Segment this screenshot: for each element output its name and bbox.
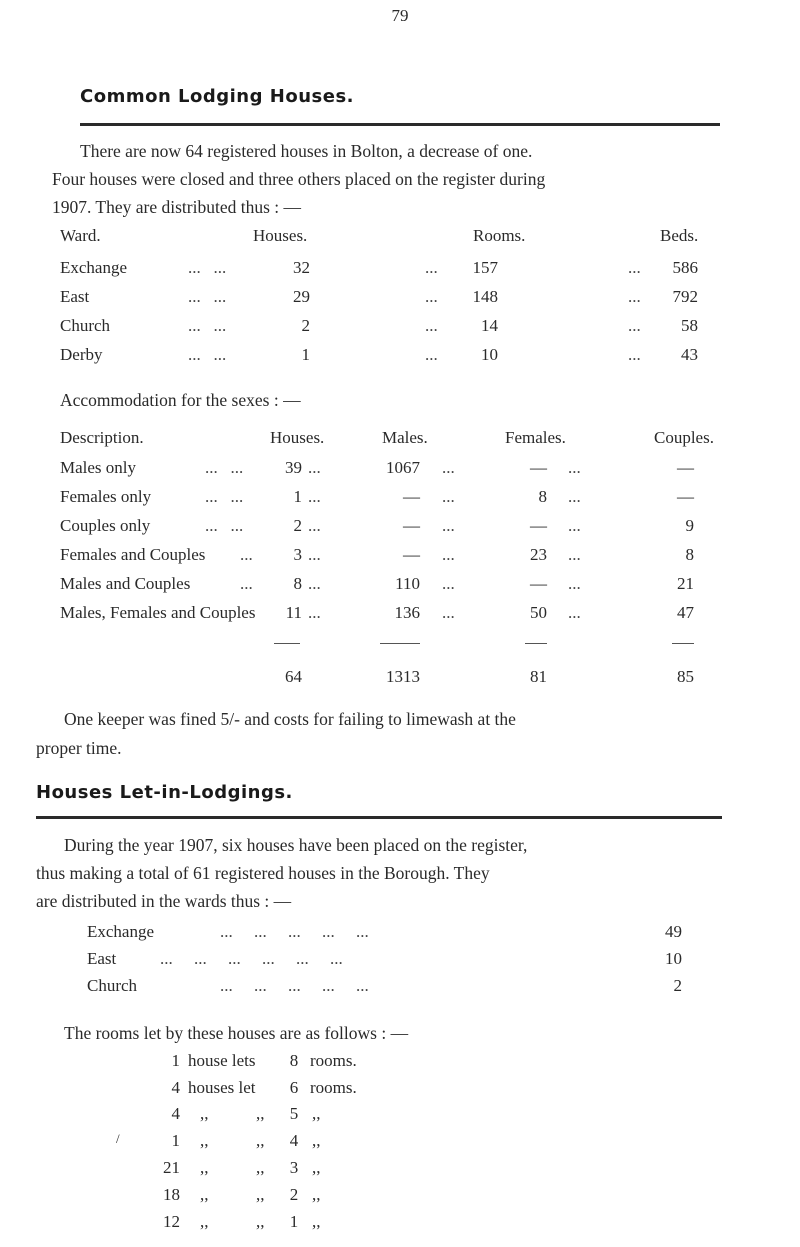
leader-dots: ... — [425, 287, 438, 306]
note-line-1: One keeper was fined 5/- and costs for failing to limewash at the — [64, 709, 516, 729]
ward-houses: 2 — [301, 316, 310, 335]
leader-dots: ... ... — [205, 487, 244, 506]
leader-dots: ... — [240, 545, 253, 564]
couples-cell: 47 — [677, 603, 694, 622]
leader-dots: ... — [568, 545, 581, 564]
leader-dots: ... — [308, 603, 321, 622]
intro-line-2: Four houses were closed and three others placed on the register during — [52, 169, 546, 189]
rooms-count: 18 — [163, 1185, 180, 1204]
houses-cell: 1 — [293, 487, 302, 506]
leader-dots: ... — [308, 545, 321, 564]
total-females: 81 — [530, 667, 547, 686]
description-cell: Couples only — [60, 516, 151, 535]
ward-houses: 32 — [293, 258, 310, 277]
accommodation-label: Accommodation for the sexes : — — [60, 390, 301, 410]
houses-header: Houses. — [253, 226, 308, 245]
leader-dots: ... — [308, 458, 321, 477]
section2-intro-line-1: During the year 1907, six houses have been placed on the register, — [64, 835, 528, 855]
description-cell: Females and Couples — [60, 545, 206, 564]
description-cell: Males and Couples — [60, 574, 191, 593]
leader-dots: ... — [442, 545, 455, 564]
couples-cell: 8 — [685, 545, 694, 564]
ditto-mark: ,, — [200, 1185, 209, 1204]
rooms-number: 3 — [289, 1158, 299, 1177]
leader-dots: ... — [308, 487, 321, 506]
rooms-count: 4 — [171, 1078, 180, 1097]
males-cell: 1067 — [386, 458, 420, 477]
males-cell: — — [403, 516, 420, 535]
females-cell: — — [530, 516, 547, 535]
couples-cell: — — [677, 487, 694, 506]
leader-dots: ... — [442, 487, 455, 506]
ward-beds: 792 — [672, 287, 698, 306]
leader-dots: ... ... — [188, 287, 227, 306]
ward-rooms: 10 — [481, 345, 498, 364]
ditto-mark: ,, — [256, 1185, 265, 1204]
leader-dots: ... — [628, 258, 641, 277]
heading-rule — [36, 816, 722, 819]
rooms-count: 1 — [171, 1051, 180, 1070]
rooms-number: 1 — [289, 1212, 299, 1231]
ward-name: Church — [87, 976, 138, 995]
leader-dots: ... — [568, 574, 581, 593]
ward-houses: 29 — [293, 287, 310, 306]
total-rule — [525, 643, 547, 644]
leader-dots: ... ... — [188, 345, 227, 364]
rooms-unit: rooms. — [310, 1051, 357, 1070]
note-line-2: proper time. — [36, 738, 122, 758]
females-cell: — — [530, 574, 547, 593]
houses-cell: 3 — [293, 545, 302, 564]
rooms-number: 2 — [289, 1185, 299, 1204]
houses-cell: 8 — [293, 574, 302, 593]
ditto-mark: ,, — [256, 1158, 265, 1177]
couples-cell: 9 — [685, 516, 694, 535]
section2-intro-line-3: are distributed in the wards thus : — — [36, 891, 292, 911]
rooms-number: 4 — [289, 1131, 299, 1150]
section2-intro-line-2: thus making a total of 61 registered houses in the Borough. They — [36, 863, 490, 883]
leader-dots: ... ... — [205, 458, 244, 477]
females-cell: 50 — [530, 603, 547, 622]
ward-count: 49 — [665, 922, 682, 941]
leader-dots: ... — [425, 258, 438, 277]
leader-dots: ... ... ... ... ... — [220, 922, 369, 941]
ward-houses: 1 — [301, 345, 310, 364]
couples-cell: — — [677, 458, 694, 477]
ditto-mark: ,, — [256, 1104, 265, 1123]
ward-count: 2 — [673, 976, 682, 995]
total-houses: 64 — [285, 667, 302, 686]
rooms-count: 1 — [171, 1131, 180, 1150]
ward-name: Church — [60, 316, 111, 335]
ditto-mark: ,, — [256, 1131, 265, 1150]
leader-dots: ... — [568, 516, 581, 535]
leader-dots: ... — [308, 574, 321, 593]
females-cell: 23 — [530, 545, 547, 564]
ward-rooms: 157 — [472, 258, 498, 277]
males-cell: — — [403, 487, 420, 506]
leader-dots: ... ... ... ... ... ... — [160, 949, 343, 968]
houses-cell: 39 — [285, 458, 302, 477]
ditto-mark: ,, — [312, 1131, 321, 1150]
total-couples: 85 — [677, 667, 694, 686]
leader-dots: ... — [568, 487, 581, 506]
rooms-header: Rooms. — [473, 226, 526, 245]
stray-mark: / — [116, 1131, 120, 1146]
page-number: 79 — [391, 6, 409, 25]
total-rule — [672, 643, 694, 644]
houses-cell: 2 — [293, 516, 302, 535]
rooms-verb: houses let — [188, 1078, 256, 1097]
ward-name: Derby — [60, 345, 103, 364]
leader-dots: ... — [628, 345, 641, 364]
ditto-mark: ,, — [256, 1212, 265, 1231]
rooms-unit: rooms. — [310, 1078, 357, 1097]
leader-dots: ... — [240, 574, 253, 593]
leader-dots: ... ... — [188, 316, 227, 335]
leader-dots: ... — [568, 603, 581, 622]
description-cell: Males only — [60, 458, 137, 477]
intro-line-1: There are now 64 registered houses in Bolton, a decrease of one. — [80, 141, 533, 161]
ditto-mark: ,, — [200, 1131, 209, 1150]
description-cell: Males, Females and Couples — [60, 603, 256, 622]
ditto-mark: ,, — [312, 1158, 321, 1177]
beds-header: Beds. — [660, 226, 699, 245]
description-header: Description. — [60, 428, 144, 447]
total-males: 1313 — [386, 667, 420, 686]
ditto-mark: ,, — [200, 1212, 209, 1231]
total-rule — [274, 643, 300, 644]
heading-rule — [80, 123, 720, 126]
leader-dots: ... — [628, 287, 641, 306]
males-cell: 110 — [395, 574, 420, 593]
couples-cell: 21 — [677, 574, 694, 593]
houses-cell: 11 — [285, 603, 302, 622]
rooms-count: 21 — [163, 1158, 180, 1177]
intro-line-3: 1907. They are distributed thus : — — [52, 197, 302, 217]
ward-beds: 586 — [672, 258, 698, 277]
rooms-number: 6 — [289, 1078, 299, 1097]
leader-dots: ... — [442, 603, 455, 622]
ward-beds: 43 — [681, 345, 698, 364]
rooms-number: 5 — [289, 1104, 299, 1123]
couples-header: Couples. — [654, 428, 714, 447]
houses-header: Houses. — [270, 428, 325, 447]
leader-dots: ... ... — [205, 516, 244, 535]
ward-header: Ward. — [60, 226, 101, 245]
leader-dots: ... ... ... ... ... — [220, 976, 369, 995]
ward-rooms: 148 — [472, 287, 498, 306]
leader-dots: ... — [425, 345, 438, 364]
leader-dots: ... — [442, 574, 455, 593]
ditto-mark: ,, — [312, 1212, 321, 1231]
ward-name: East — [60, 287, 90, 306]
leader-dots: ... — [568, 458, 581, 477]
leader-dots: ... ... — [188, 258, 227, 277]
ditto-mark: ,, — [200, 1158, 209, 1177]
leader-dots: ... — [628, 316, 641, 335]
males-header: Males. — [382, 428, 428, 447]
ward-rooms: 14 — [481, 316, 498, 335]
leader-dots: ... — [308, 516, 321, 535]
leader-dots: ... — [425, 316, 438, 335]
section-heading-houses-let-in-lodgings: Houses Let-in-Lodgings. — [36, 782, 293, 803]
total-rule — [380, 643, 420, 644]
rooms-label: The rooms let by these houses are as follows : — — [64, 1023, 409, 1043]
ditto-mark: ,, — [312, 1185, 321, 1204]
females-cell: — — [530, 458, 547, 477]
ward-name: Exchange — [87, 922, 155, 941]
section-heading-common-lodging-houses: Common Lodging Houses. — [80, 86, 354, 107]
females-cell: 8 — [538, 487, 547, 506]
description-cell: Females only — [60, 487, 152, 506]
ward-beds: 58 — [681, 316, 698, 335]
females-header: Females. — [505, 428, 566, 447]
ditto-mark: ,, — [200, 1104, 209, 1123]
rooms-number: 8 — [289, 1051, 299, 1070]
ward-name: East — [87, 949, 117, 968]
ward-name: Exchange — [60, 258, 128, 277]
ditto-mark: ,, — [312, 1104, 321, 1123]
leader-dots: ... — [442, 516, 455, 535]
rooms-count: 4 — [171, 1104, 180, 1123]
ward-count: 10 — [665, 949, 682, 968]
rooms-verb: house lets — [188, 1051, 256, 1070]
males-cell: 136 — [394, 603, 420, 622]
rooms-count: 12 — [163, 1212, 180, 1231]
males-cell: — — [403, 545, 420, 564]
leader-dots: ... — [442, 458, 455, 477]
